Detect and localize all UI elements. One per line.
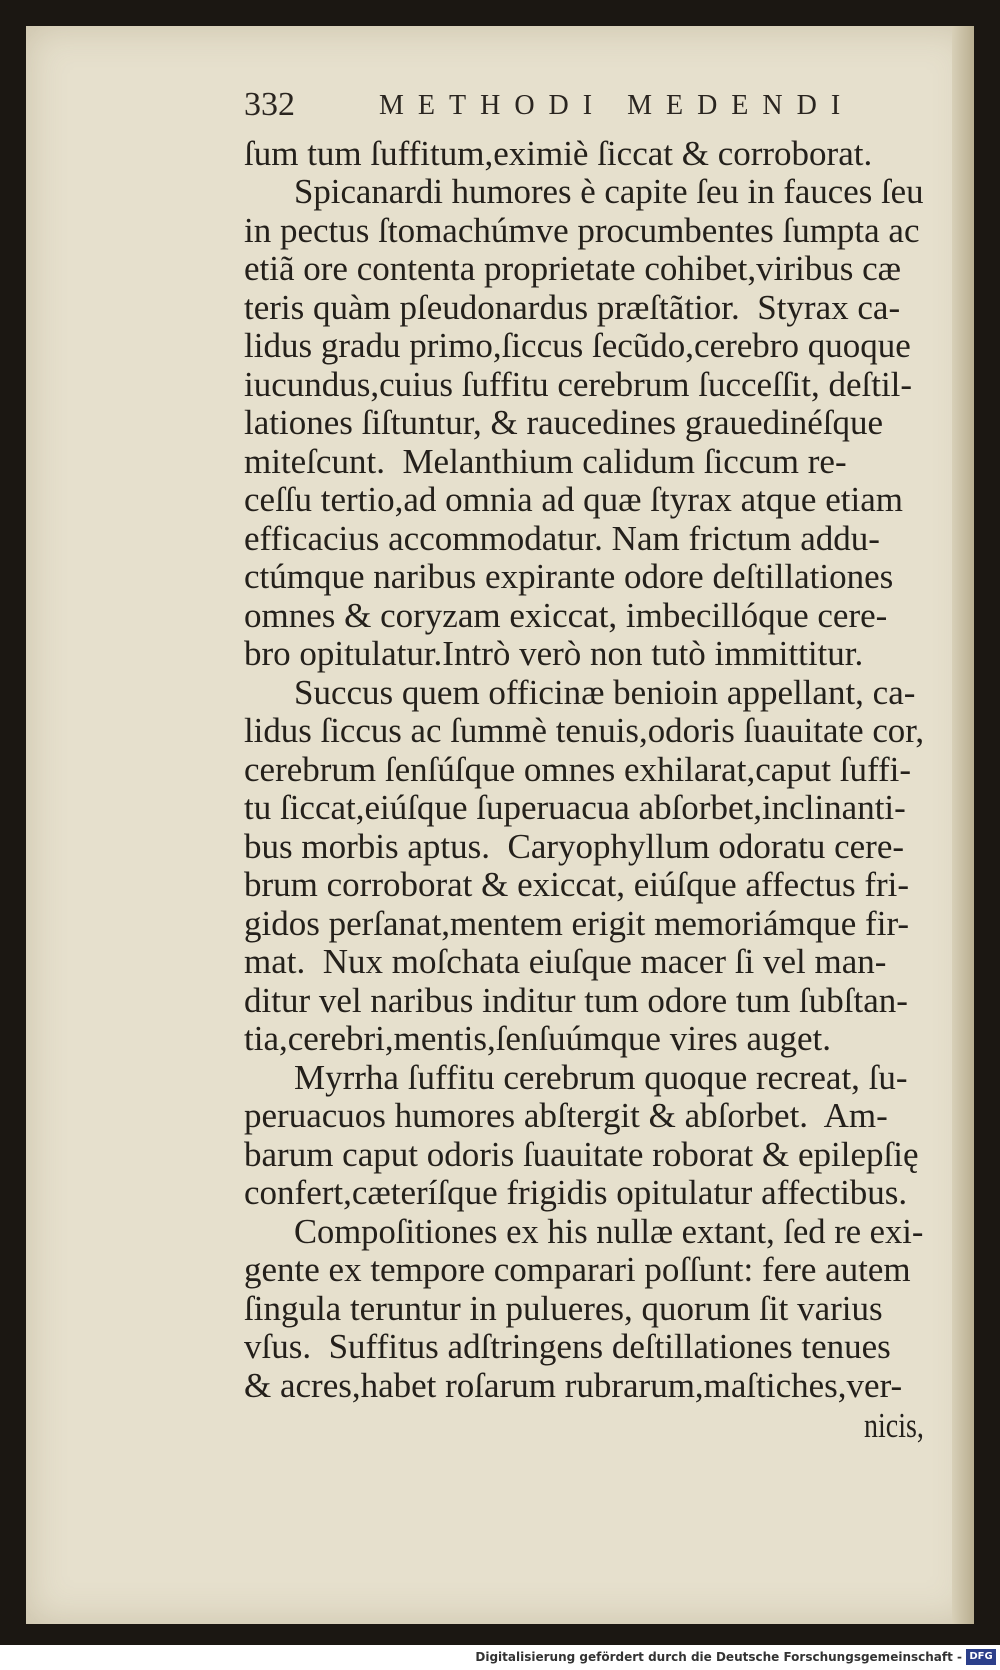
text-line: omnes & coryzam exiccat, imbecillóque cere- — [244, 596, 888, 635]
text-line: gente ex tempore comparari poſſunt: fere autem — [244, 1250, 911, 1289]
text-line: etiã ore contenta proprietate cohibet,viribus cæ — [244, 249, 901, 288]
text-line: lationes ſiſtuntur, & raucedines grauedinéſque — [244, 403, 884, 442]
text-line: lidus gradu primo,ſiccus ſecũdo,cerebro quoque — [244, 326, 911, 365]
text-line: ſingula teruntur in pulueres, quorum ſit varius — [244, 1289, 883, 1328]
text-line: & acres,habet roſarum rubrarum,maſtiches,ver- — [244, 1366, 903, 1405]
text-line: ditur vel naribus inditur tum odore tum ſubſtan- — [244, 981, 908, 1020]
text-line: ceſſu tertio,ad omnia ad quæ ſtyrax atque etiam — [244, 480, 903, 519]
text-line: miteſcunt. Melanthium calidum ſiccum re- — [244, 442, 847, 481]
footer-credit: Digitalisierung gefördert durch die Deutsche Forschungsgemeinschaft - — [475, 1650, 962, 1664]
text-line: efficacius accommodatur. Nam frictum addu- — [244, 519, 880, 558]
text-line: ſum tum ſuffitum,eximiè ſiccat & corroborat. — [244, 134, 873, 173]
running-title: METHODI MEDENDI — [379, 90, 855, 121]
text-line: in pectus ſtomachúmve procumbentes ſumpta ac — [244, 211, 920, 250]
dfg-logo: DFG — [966, 1649, 996, 1665]
text-line: confert,cæteríſque frigidis opitulatur affectibus. — [244, 1173, 908, 1212]
text-line: cerebrum ſenſúſque omnes exhilarat,caput ſuffi- — [244, 750, 912, 789]
text-line: brum corroborat & exiccat, eiúſque affectus fri- — [244, 865, 910, 904]
text-line: vſus. Suffitus adſtringens deſtillationes tenues — [244, 1327, 891, 1366]
text-line: gidos perſanat,mentem erigit memoriámque fir- — [244, 904, 910, 943]
page-number: 332 — [244, 86, 295, 123]
text-line: bus morbis aptus. Caryophyllum odoratu cere- — [244, 827, 905, 866]
text-line: bro opitulatur.Intrò verò non tutò immittitur. — [244, 634, 864, 673]
footer — [0, 1646, 1000, 1670]
text-line: barum caput odoris ſuauitate roborat & epilepſię — [244, 1135, 919, 1174]
text-line: Compoſitiones ex his nullæ extant, ſed re exi- — [294, 1212, 924, 1251]
text-line: tia,cerebri,mentis,ſenſuúmque vires auget. — [244, 1019, 832, 1058]
text-line: tu ſiccat,eiúſque ſuperuacua abſorbet,inclinanti- — [244, 788, 906, 827]
text-line: Spicanardi humores è capite ſeu in fauces ſeu — [294, 172, 924, 211]
text-line: nicis, — [864, 1406, 924, 1445]
text-line: lidus ſiccus ac ſummè tenuis,odoris ſuauitate cor, — [244, 711, 925, 750]
book-page — [26, 26, 974, 1624]
text-line: Myrrha ſuffitu cerebrum quoque recreat, ſu- — [294, 1058, 908, 1097]
body-text — [26, 26, 974, 1624]
text-line: teris quàm pſeudonardus præſtãtior. Styrax ca- — [244, 288, 901, 327]
text-line: ctúmque naribus expirante odore deſtillationes — [244, 557, 894, 596]
text-line: iucundus,cuius ſuffitu cerebrum ſucceſſit, deſtil- — [244, 365, 913, 404]
text-line: Succus quem officinæ benioin appellant, ca- — [294, 673, 916, 712]
text-line: mat. Nux moſchata eiuſque macer ſi vel man- — [244, 942, 887, 981]
text-line: peruacuos humores abſtergit & abſorbet. Am- — [244, 1096, 888, 1135]
